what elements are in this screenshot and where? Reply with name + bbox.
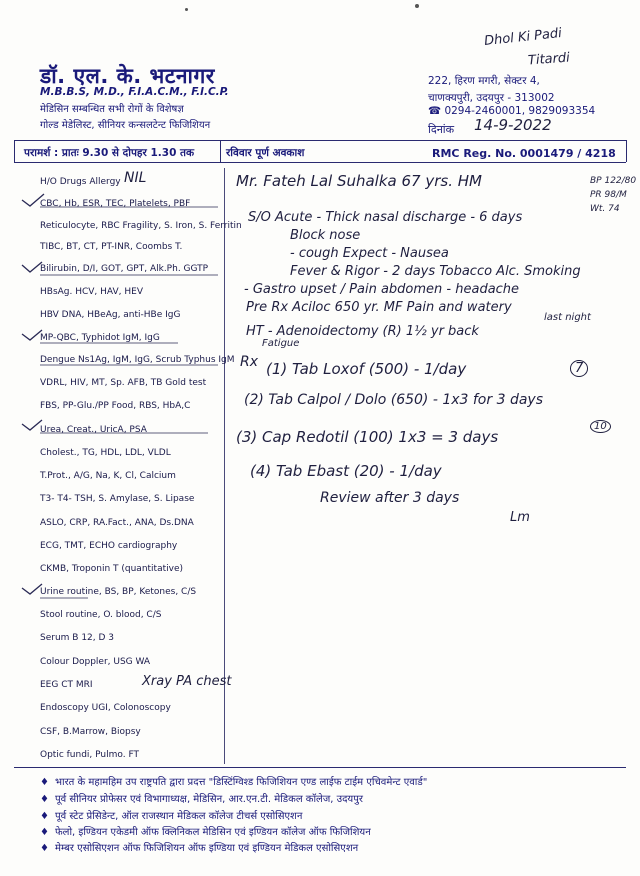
address-line1: 222, हिरण मगरी, सेक्टर 4, <box>428 75 540 87</box>
divider <box>220 140 221 162</box>
test-item: FBS, PP-Glu./PP Food, RBS, HbA,C <box>40 401 191 411</box>
test-item: MP-QBC, Typhidot IgM, IgG <box>40 333 160 343</box>
handwritten-note-village: Titardi <box>527 50 571 69</box>
test-item: Reticulocyte, RBC Fragility, S. Iron, S. Ferritin <box>40 221 242 231</box>
handwritten-complaint: Fever & Rigor - 2 days Tobacco Alc. Smoking <box>290 264 581 279</box>
sunday-holiday: रविवार पूर्ण अवकाश <box>226 147 305 159</box>
divider <box>14 767 626 768</box>
prescription-item: (1) Tab Loxof (500) - 1/day <box>266 360 467 378</box>
rmc-registration: RMC Reg. No. 0001479 / 4218 <box>432 147 616 160</box>
handwritten-complaint: S/O Acute - Thick nasal discharge - 6 days <box>248 210 523 225</box>
doctor-name: डॉ. एल. के. भटनागर <box>40 64 215 88</box>
handwritten-history: Pre Rx Aciloc 650 yr. MF Pain and watery <box>246 300 512 315</box>
test-item: Urea, Creat., UricA, PSA <box>40 425 147 435</box>
handwritten-xray: Xray PA chest <box>142 674 232 689</box>
test-item: Urine routine, BS, BP, Ketones, C/S <box>40 587 197 597</box>
divider <box>14 140 626 141</box>
doctor-specialty: मेडिसिन सम्बन्धित सभी रोगों के विशेषज्ञ <box>40 104 184 115</box>
test-item: HBV DNA, HBeAg, anti-HBe IgG <box>40 310 181 320</box>
date-label: दिनांक <box>428 123 455 136</box>
test-item: ASLO, CRP, RA.Fact., ANA, Ds.DNA <box>40 518 194 528</box>
bullet-icon: ♦ <box>40 777 49 788</box>
test-item: Bilirubin, D/I, GOT, GPT, Alk.Ph. GGTP <box>40 264 209 274</box>
signature: Lm <box>510 510 530 525</box>
bullet-icon: ♦ <box>40 827 49 838</box>
test-item: Serum B 12, D 3 <box>40 633 115 643</box>
test-item: Stool routine, O. blood, C/S <box>40 610 162 620</box>
handwritten-date: 14-9-2022 <box>474 116 552 134</box>
consultation-hours: परामर्श : प्रातः 9.30 से दोपहर 1.30 तक <box>24 147 195 159</box>
test-item: CBC, Hb, ESR, TEC, Platelets, PBF <box>40 199 191 209</box>
paper-speck <box>415 4 419 8</box>
test-item: Cholest., TG, HDL, LDL, VLDL <box>40 448 171 458</box>
test-item: HBsAg. HCV, HAV, HEV <box>40 287 143 297</box>
phone-text: 0294-2460001, 9829093354 <box>444 105 596 117</box>
address-line2: चाणक्यपुरी, उदयपुर - 313002 <box>428 92 555 104</box>
test-item: CKMB, Troponin T (quantitative) <box>40 564 184 574</box>
rx-symbol: Rx <box>240 354 259 370</box>
handwritten-weight: Wt. 74 <box>590 204 620 214</box>
test-item: ECG, TMT, ECHO cardiography <box>40 541 178 551</box>
bullet-icon: ♦ <box>40 843 49 854</box>
handwritten-bp: BP 122/80 <box>590 176 637 186</box>
bullet-icon: ♦ <box>40 794 49 805</box>
handwritten-note-address: Dhol Ki Padi <box>483 25 563 50</box>
bullet-icon: ♦ <box>40 811 49 822</box>
handwritten-history: last night <box>544 312 591 323</box>
handwritten-allergy: NIL <box>124 170 147 186</box>
prescription-days: 10 <box>590 420 611 433</box>
test-item: CSF, B.Marrow, Biopsy <box>40 727 141 737</box>
prescription-days: 7 <box>570 360 588 377</box>
review-note: Review after 3 days <box>320 490 460 506</box>
test-item: VDRL, HIV, MT, Sp. AFB, TB Gold test <box>40 378 207 388</box>
footer-line: ♦ पूर्व सीनियर प्रोफेसर एवं विभागाध्यक्ष, मेडिसिन, आर.एन.टी. मेडिकल कॉलेज, उदयपुर <box>40 794 363 805</box>
footer-line: ♦ पूर्व स्टेट प्रेसिडेन्ट, ऑल राजस्थान मेडिकल कॉलेज टीचर्स एसोसिएशन <box>40 811 303 822</box>
footer-line: ♦ भारत के महामहिम उप राष्ट्रपति द्वारा प्रदत्त "डिस्टिंग्विश्ड फिजिशियन एण्ड लाईफ टाईम एचिवमेन्ट एवार्ड" <box>40 777 428 788</box>
divider <box>14 162 626 163</box>
test-item: T.Prot., A/G, Na, K, Cl, Calcium <box>40 471 176 481</box>
test-item: Dengue Ns1Ag, IgM, IgG, Scrub Typhus IgM <box>40 355 235 365</box>
handwritten-complaint: Block nose <box>290 228 361 243</box>
handwritten-pr: PR 98/M <box>590 190 627 200</box>
handwritten-patient: Mr. Fateh Lal Suhalka 67 yrs. HM <box>236 172 482 190</box>
footer-line: ♦ फेलो, इण्डियन एकेडमी ऑफ क्लिनिकल मेडिसिन एवं इण्डियन कॉलेज ऑफ फिजिशियन <box>40 827 371 838</box>
test-item: TIBC, BT, CT, PT-INR, Coombs T. <box>40 242 183 252</box>
test-item: Optic fundi, Pulmo. FT <box>40 750 139 760</box>
handwritten-history: HT - Adenoidectomy (R) 1½ yr back <box>246 324 479 339</box>
doctor-awards: गोल्ड मेडेलिस्ट, सीनियर कन्सलटेन्ट फिजिशियन <box>40 120 211 131</box>
handwritten-history: Fatigue <box>262 338 300 349</box>
prescription-item: (4) Tab Ebast (20) - 1/day <box>250 462 442 480</box>
phone-icon: ☎ <box>428 105 442 117</box>
prescription-item: (2) Tab Calpol / Dolo (650) - 1x3 for 3 days <box>244 392 543 408</box>
tick-marks <box>18 190 228 610</box>
handwritten-complaint: - Gastro upset / Pain abdomen - headache <box>244 282 520 297</box>
divider <box>626 140 627 162</box>
test-item: EEG CT MRI <box>40 680 93 690</box>
doctor-degrees: M.B.B.S, M.D., F.I.A.C.M., F.I.C.P. <box>40 86 229 98</box>
handwritten-complaint: - cough Expect - Nausea <box>290 246 449 261</box>
prescription-item: (3) Cap Redotil (100) 1x3 = 3 days <box>236 428 499 446</box>
paper-speck <box>185 8 188 11</box>
divider <box>14 140 15 162</box>
test-item: Endoscopy UGI, Colonoscopy <box>40 703 171 713</box>
test-item: H/O Drugs Allergy <box>40 177 121 187</box>
test-item: T3- T4- TSH, S. Amylase, S. Lipase <box>40 494 195 504</box>
footer-line: ♦ मेम्बर एसोसिएशन ऑफ फिजिशियन ऑफ इण्डिया एवं इण्डियन मेडिकल एसोसिएशन <box>40 843 359 854</box>
test-item: Colour Doppler, USG WA <box>40 657 151 667</box>
